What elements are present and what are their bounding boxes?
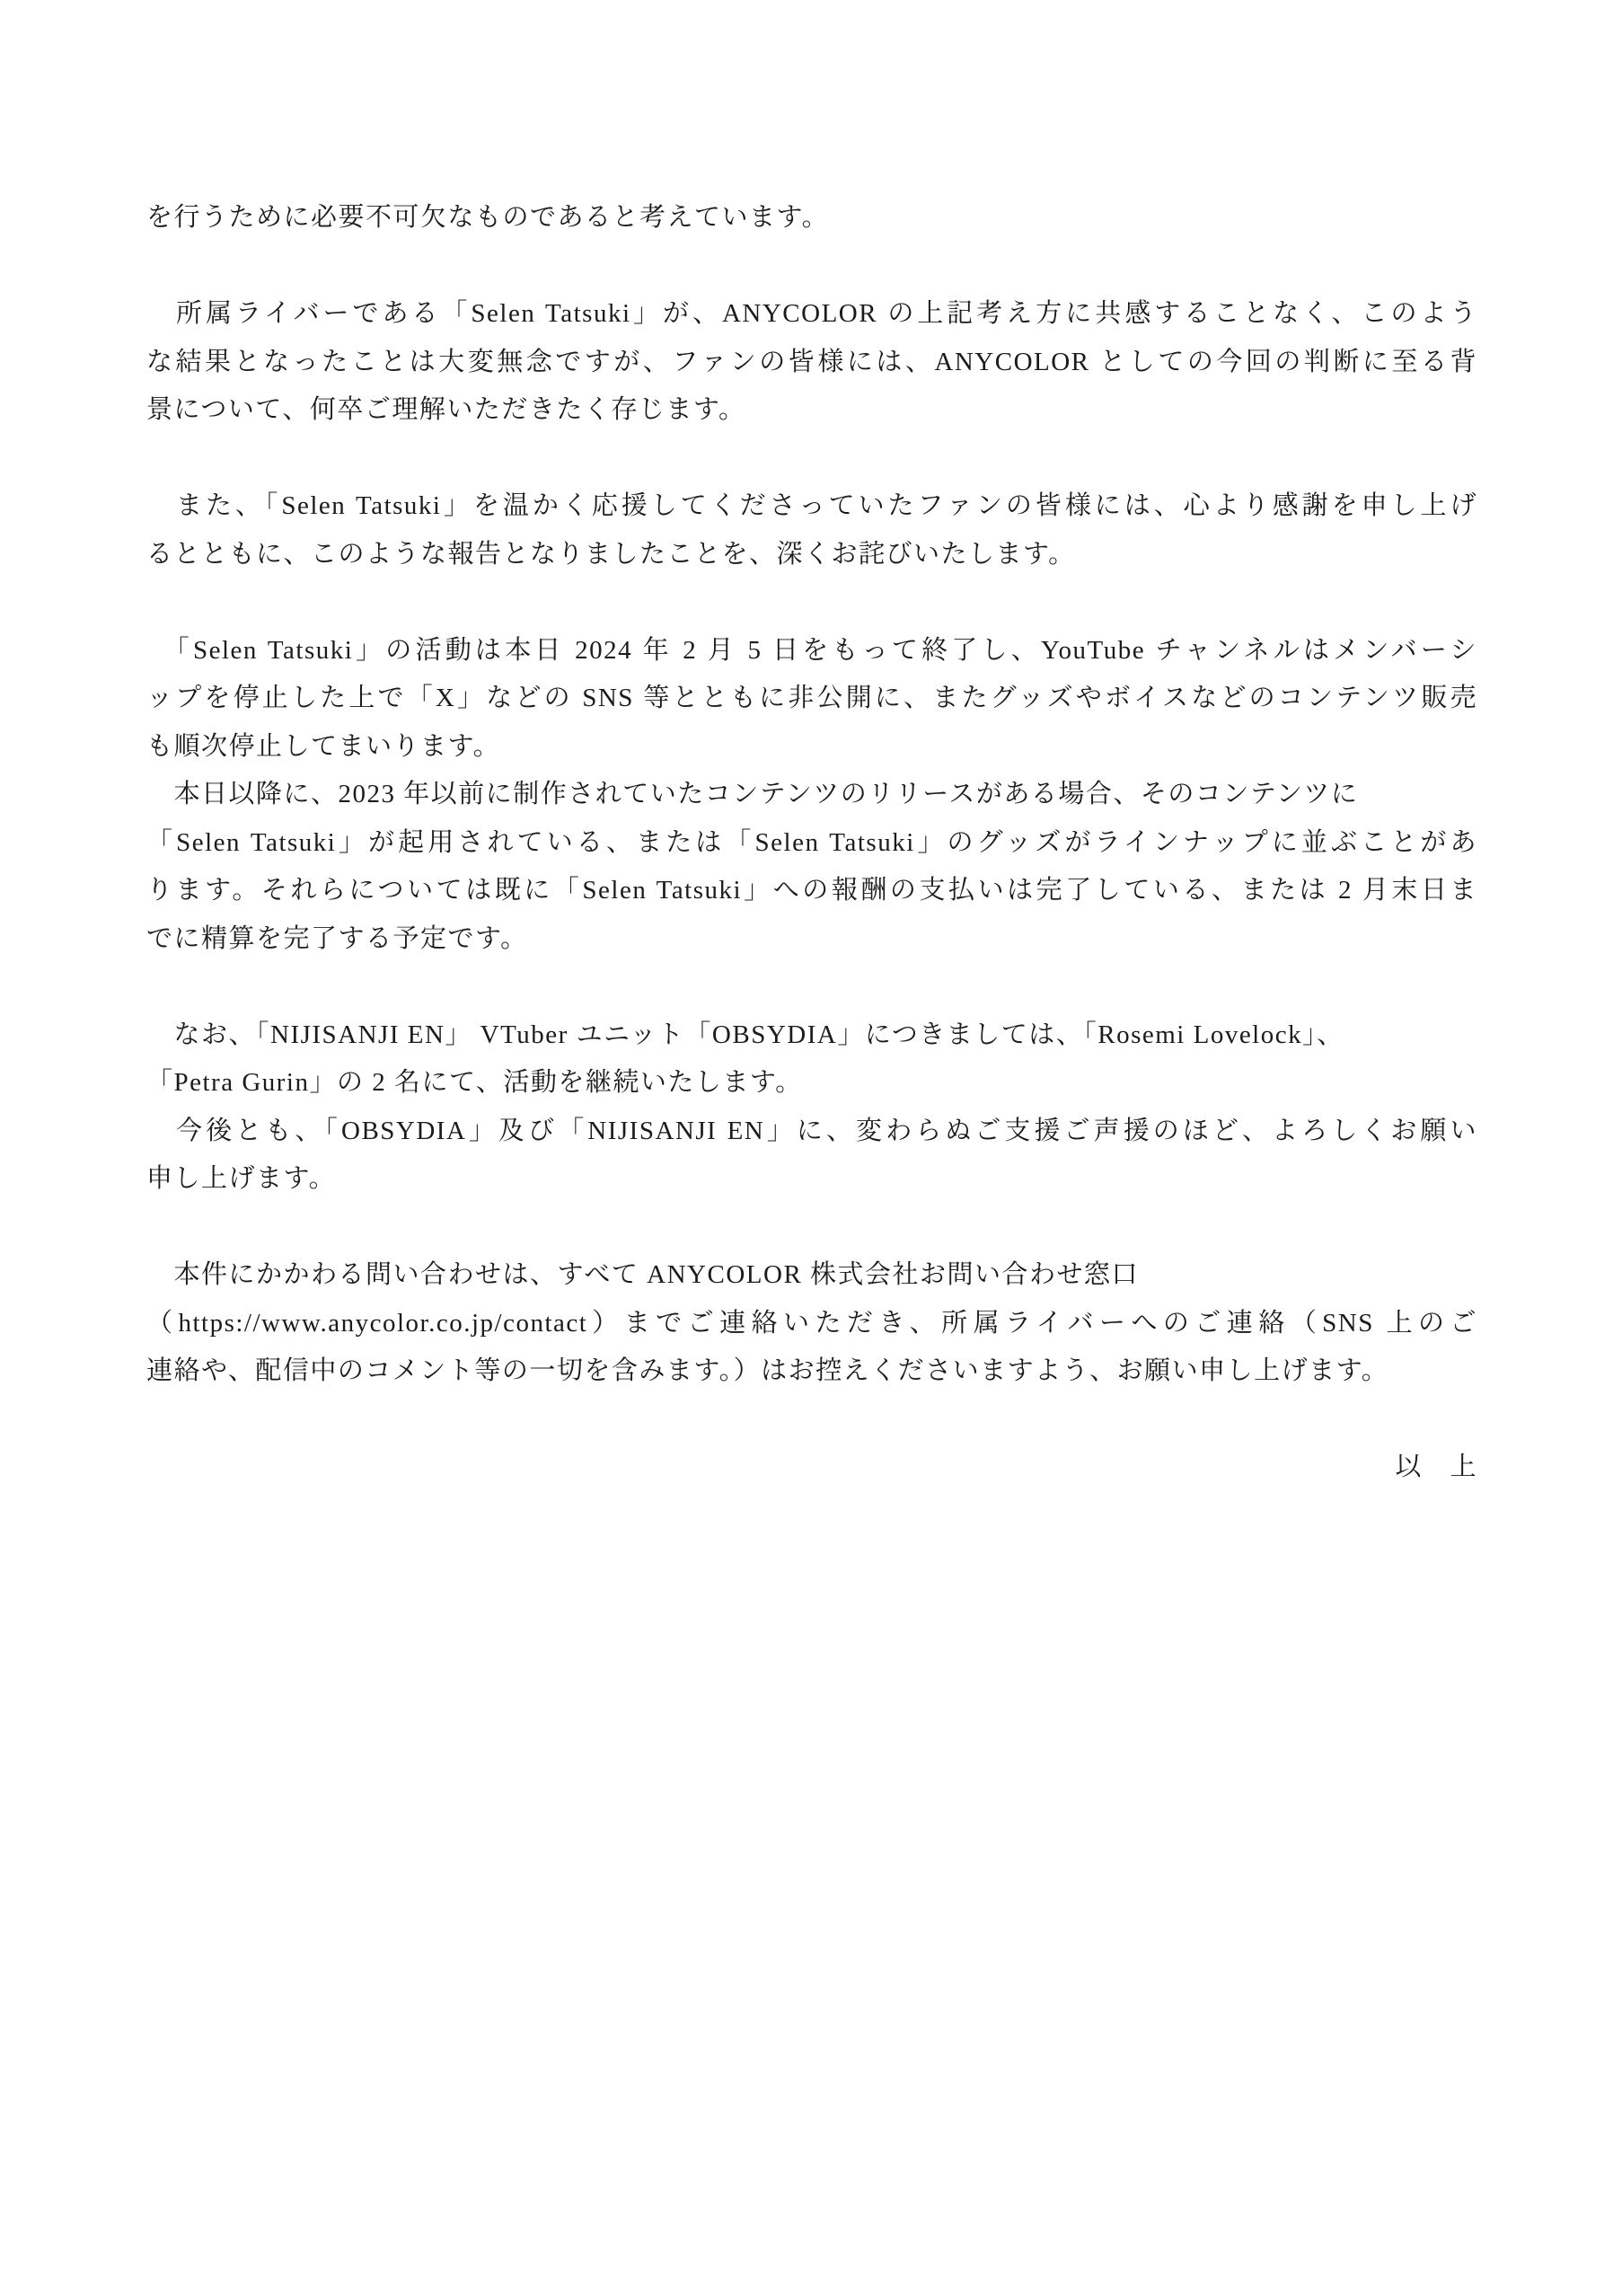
text-line: でに精算を完了する予定です。 — [146, 923, 528, 953]
paragraph-contact-info — [146, 1251, 1477, 1396]
paragraph-obsydia-continues — [146, 1011, 1477, 1108]
paragraph-content-releases — [146, 771, 1477, 963]
text-line: るとともに、このような報告となりましたことを、深くお詫びいたします。 — [146, 539, 1076, 569]
paragraph-activity-termination — [146, 627, 1477, 772]
text-line: も順次停止してまいります。 — [146, 731, 501, 761]
text-line: 連絡や、配信中のコメント等の一切を含みます。）はお控えくださいますよう、お願い申し上げます。 — [146, 1356, 1389, 1385]
text-line: を行うために必要不可欠なものであると考えています。 — [146, 203, 830, 232]
closing-mark: 以 上 — [1395, 1453, 1477, 1481]
text-line: 「Petra Gurin」の 2 名にて、活動を継続いたします。 — [146, 1068, 803, 1097]
text-line: （https://www.anycolor.co.jp/contact）までご連絡いただき、所属ライバーへのご連絡（SNS 上のご — [146, 1308, 1477, 1338]
paragraph-continued-support — [146, 1108, 1477, 1204]
text-line: 景について、何卒ご理解いただきたく存じます。 — [146, 395, 746, 424]
paragraph-regret — [146, 290, 1477, 435]
text-line: ります。それらについては既に「Selen Tatsuki」への報酬の支払いは完了している、または 2 月末日ま — [146, 876, 1477, 905]
text-line: 本件にかかわる問い合わせは、すべて ANYCOLOR 株式会社お問い合わせ窓口 — [146, 1260, 1140, 1289]
paragraph-apology-to-fans — [146, 482, 1477, 578]
text-line: なお、「NIJISANJI EN」 VTuber ユニット「OBSYDIA」につきましては、「Rosemi Lovelock」、 — [146, 1020, 1344, 1049]
text-line: 申し上げます。 — [146, 1164, 337, 1193]
text-line: ップを停止した上で「X」などの SNS 等とともに非公開に、またグッズやボイスなどのコンテンツ販売 — [146, 684, 1477, 712]
text-line: 今後とも、「OBSYDIA」及び「NIJISANJI EN」に、変わらぬご支援ご声援のほど、よろしくお願い — [146, 1116, 1477, 1145]
text-line: 本日以降に、2023 年以前に制作されていたコンテンツのリリースがある場合、そのコンテンツに — [146, 780, 1359, 808]
paragraph-continuation — [146, 194, 1477, 243]
document-body — [146, 194, 1477, 1492]
text-line: 「Selen Tatsuki」が起用されている、または「Selen Tatsuki」のグッズがラインナップに並ぶことがあ — [146, 827, 1477, 857]
text-line: 「Selen Tatsuki」の活動は本日 2024 年 2 月 5 日をもって終了し、YouTube チャンネルはメンバーシ — [146, 635, 1477, 665]
text-line: な結果となったことは大変無念ですが、ファンの皆様には、ANYCOLOR としての今回の判断に至る背 — [146, 347, 1477, 376]
text-line: また、「Selen Tatsuki」を温かく応援してくださっていたファンの皆様には、心より感謝を申し上げ — [146, 491, 1477, 520]
text-line: 所属ライバーである「Selen Tatsuki」が、ANYCOLOR の上記考え方に共感することなく、このよう — [146, 299, 1477, 328]
